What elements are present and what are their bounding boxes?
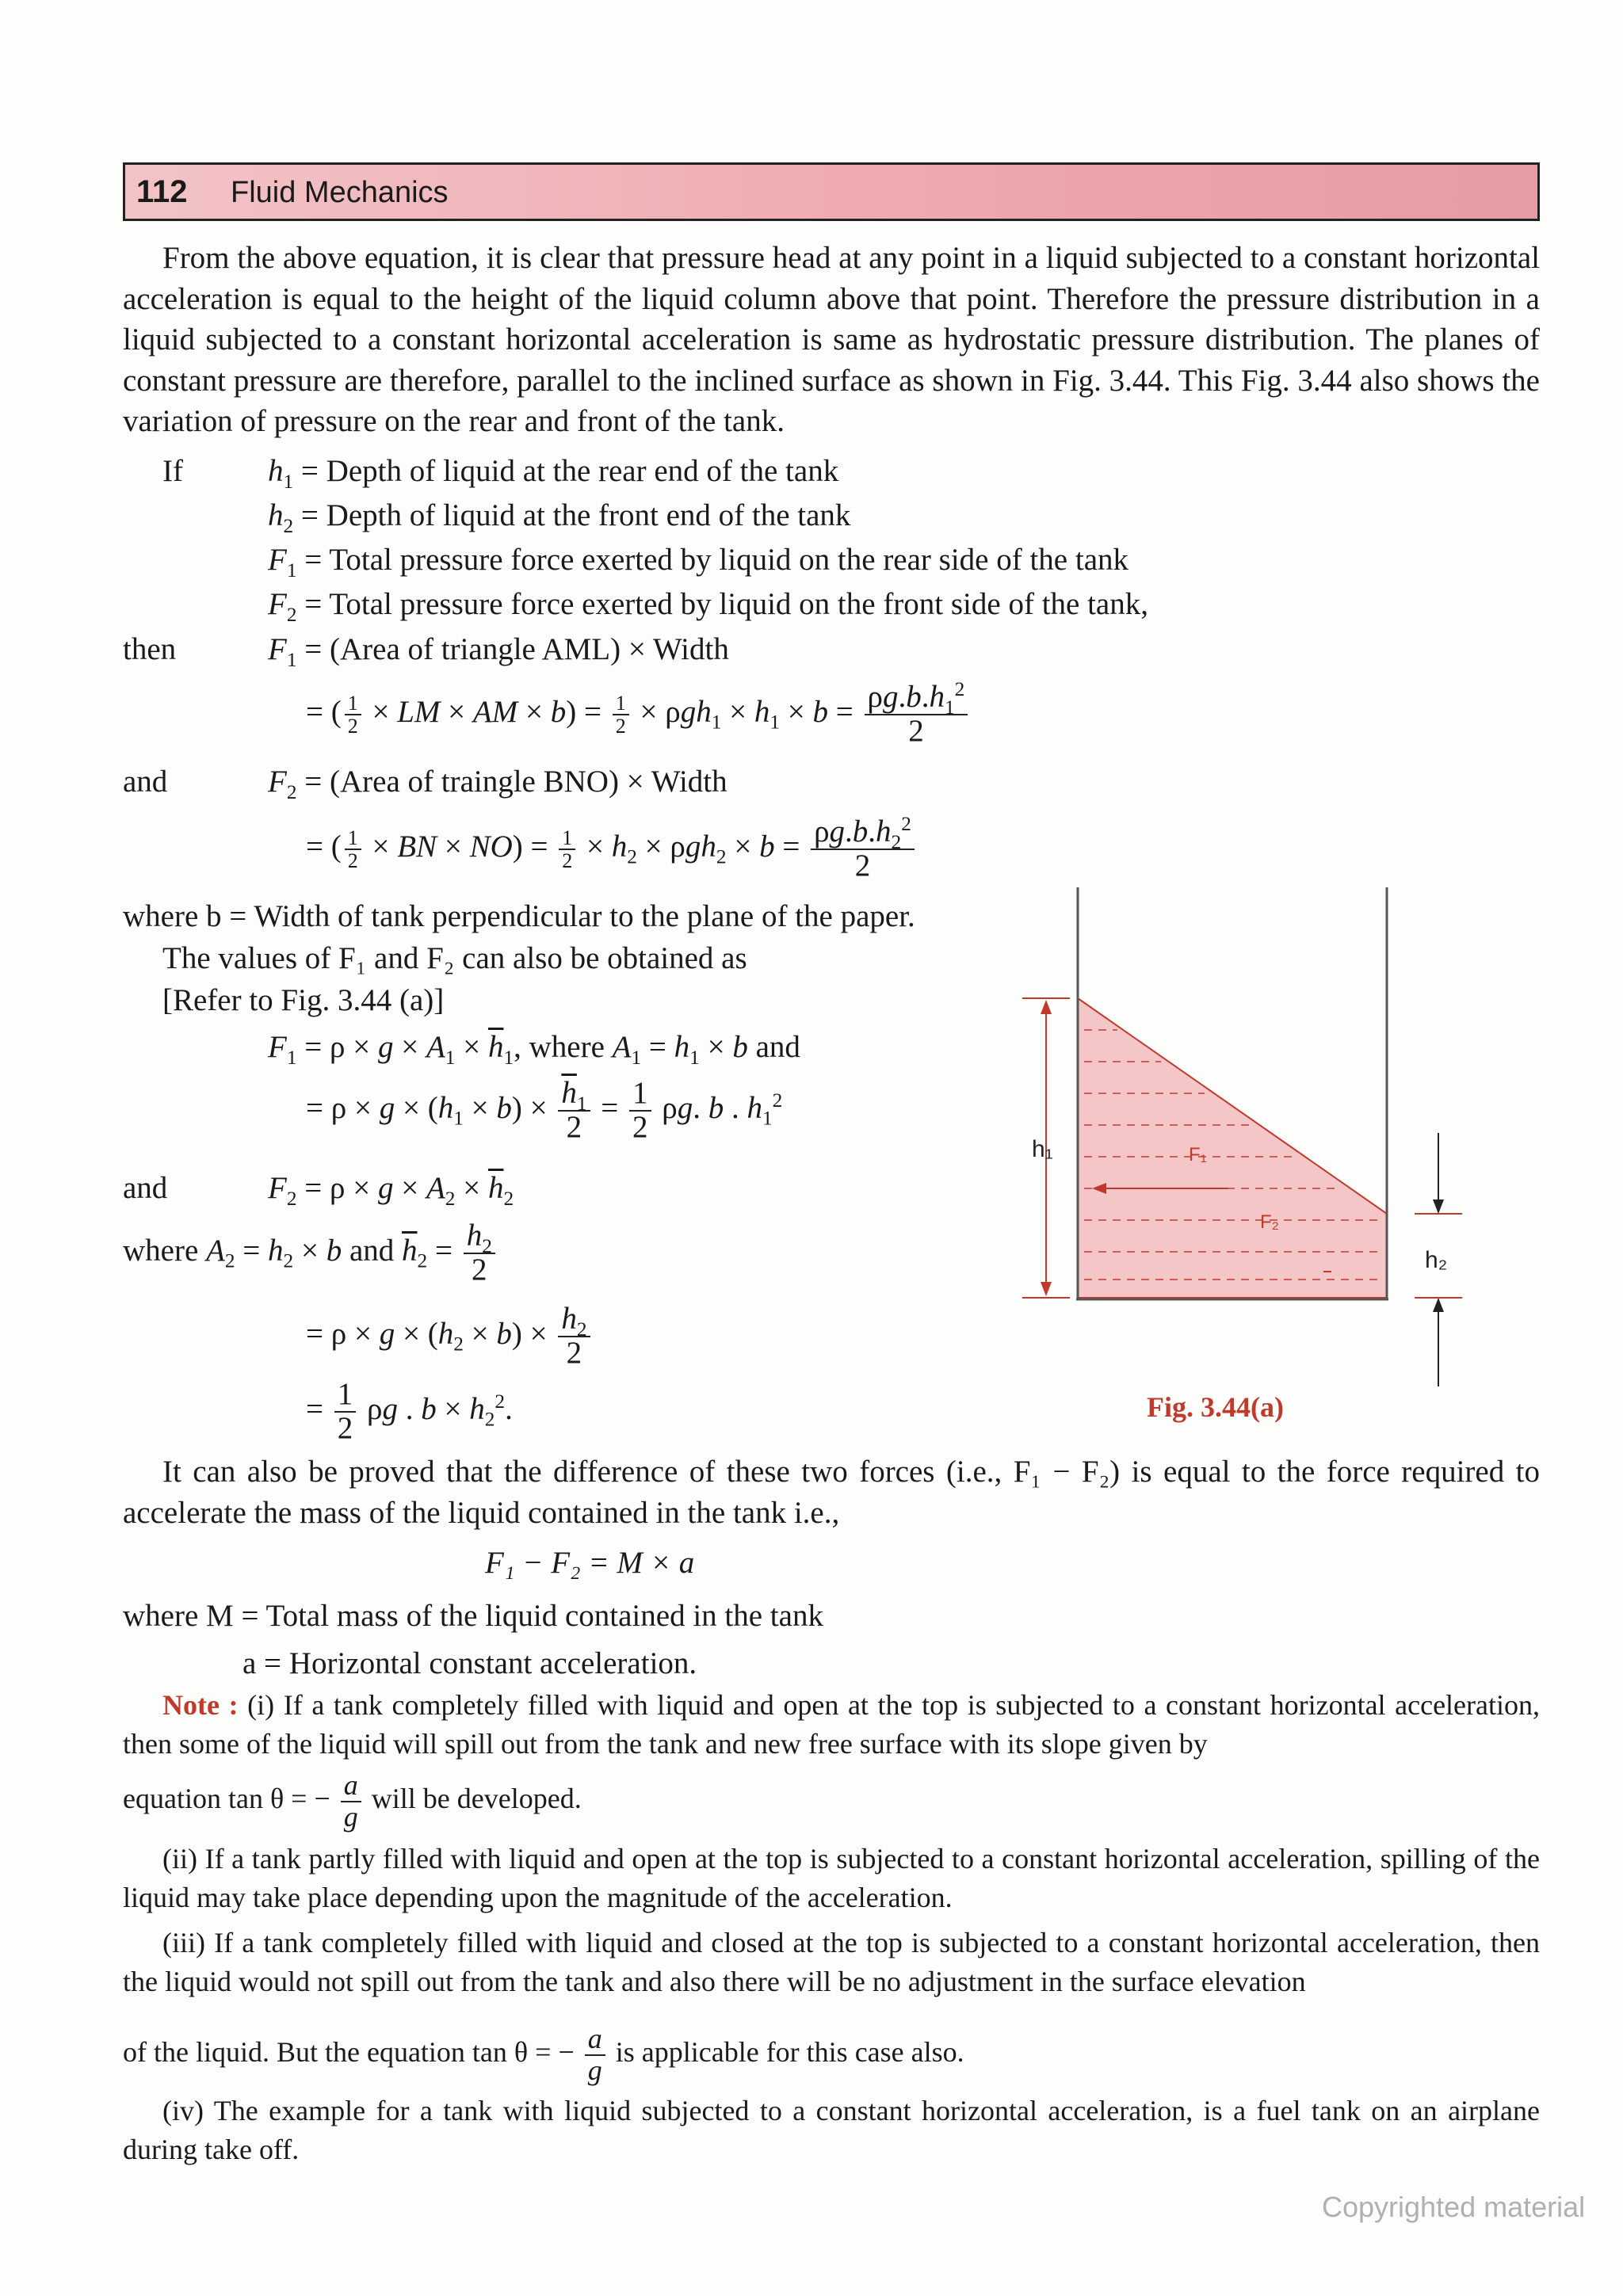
eq-F1-centroid: $F_1 = \rho \times g \times A_1 \times \overline{h}_1$, where $A_1 = h_1 \times b$ and <box>268 1030 800 1069</box>
where-word-1: where <box>123 899 199 933</box>
note-iii-equation: of the liquid. But the equation tan θ = − $\frac{a}{g}$ is applicable for this case also. <box>123 2023 964 2086</box>
difference-paragraph: It can also be proved that the difference of these two forces (i.e., F₁ − F₂) is equal to the force required to accelerate the mass of the liquid contained in the tank i.e., <box>123 1455 1540 1530</box>
eq-F2-centroid: $F_2 = \rho \times g \times A_2 \times \overline{h}_2$ <box>268 1171 514 1210</box>
def-F2-text: = Total pressure force exerted by liquid on the front side of the tank, <box>304 587 1148 621</box>
F2-label: F₂ <box>1260 1211 1279 1233</box>
h1-arrow-down <box>1041 1282 1052 1296</box>
note-i-equation: equation tan θ = − $\frac{a}{g}$ will be developed. <box>123 1769 582 1833</box>
refer-line: [Refer to Fig. 3.44 (a)] <box>162 983 445 1017</box>
note-i-text: (i) If a tank completely filled with liquid and open at the top is subjected to a constant horizontal acceleration, then some of the liquid will spill out from the tank and new free surface with its slope given by <box>123 1689 1541 1760</box>
book-title: Fluid Mechanics <box>231 176 449 209</box>
where-a-line: a = Horizontal constant acceleration. <box>242 1646 697 1680</box>
where-M-line <box>123 1596 823 1636</box>
page-header <box>123 162 1540 221</box>
eq-F1-derivation: = ( $\frac{1}{2}$ × LM × AM × b) = $\frac{1}{2}$ × $\rho gh_1 \times h_1 \times b$ = $\frac{\rho g.b.h_1^2}{2}$ <box>306 681 971 748</box>
where-M-text: M = Total mass of the liquid contained in the tank <box>206 1599 823 1633</box>
eq-F2-expanded: = $\rho \times g \times (h_2 \times b)$ × $\frac{h_2}{2}$ <box>306 1303 594 1370</box>
where-A2-line: where $A_2 = h_2 \times b$ and $\overline{h}_2$ = $\frac{h_2}{2}$ <box>123 1220 498 1287</box>
note-iii-eq-pre: of the liquid. But the equation tan θ = − <box>123 2036 575 2069</box>
note-i-eq-pre: equation tan θ = − <box>123 1783 330 1815</box>
eq-F2-area: $F_2$ = (Area of traingle BNO) × Width <box>268 765 727 803</box>
def-h1: $h_1$ = Depth of liquid at the rear end of the tank <box>268 454 839 493</box>
copyright-watermark: Copyrighted material <box>1322 2191 1586 2223</box>
where-word-2: where <box>123 1233 199 1268</box>
eq-F1-area: $F_1$ = (Area of triangle AML) × Width <box>268 632 729 671</box>
note-i-eq-post: will be developed. <box>371 1783 582 1815</box>
liquid-region <box>1078 998 1387 1298</box>
and-word-1: and <box>123 765 168 799</box>
and-word-2: and <box>123 1171 168 1205</box>
def-h2-text: = Depth of liquid at the front end of the tank <box>300 498 851 532</box>
note-iii-eq-post: is applicable for this case also. <box>615 2036 964 2069</box>
def-h2: $h_2$ = Depth of liquid at the front end of the tank <box>268 498 851 537</box>
then-word: then <box>123 632 177 666</box>
h1-label: h₁ <box>1032 1136 1053 1162</box>
intro-paragraph: From the above equation, it is clear that pressure head at any point in a liquid subjected to a constant horizontal acceleration is equal to the height of the liquid column above that point. Therefore the pressure distribution in a liquid subjected to a constant horizontal acceleration is same as hydrostatic pressure distribution. The planes of constant pressure are therefore, parallel to the inclined surface as shown in Fig. 3.44. This Fig. 3.44 also shows the variation of pressure on the rear and front of the tank. <box>123 241 1540 438</box>
h2-label: h₂ <box>1425 1247 1448 1273</box>
eq-force-difference: F₁ − F₂ = M × a <box>485 1546 695 1580</box>
where-b-text: b = Width of tank perpendicular to the plane of the paper. <box>206 899 915 933</box>
note-ii: (ii) If a tank partly filled with liquid and open at the top is subjected to a constant horizontal acceleration, spilling of the liquid may take place depending upon the magnitude of the acceleration. <box>123 1843 1540 1913</box>
figure-caption: Fig. 3.44(a) <box>1147 1391 1284 1423</box>
F1-label: F₁ <box>1189 1144 1207 1165</box>
eq-F2-final: = $\frac{1}{2}$ ρg . $b \times h_2^2$. <box>306 1377 513 1445</box>
h2-arrow-down <box>1433 1199 1444 1214</box>
if-word: If <box>162 454 183 488</box>
eq-F2-derivation: = ( $\frac{1}{2}$ × BN × NO) = $\frac{1}{2}$ × $h_2 \times \rho gh_2 \times b$ = $\frac{\rho g.b.h_2^2}{2}$ <box>306 816 918 883</box>
eq-F1-area-text: = (Area of triangle AML) × Width <box>304 632 729 666</box>
values-line: The values of F₁ and F₂ can also be obtained as <box>162 941 747 975</box>
h2-arrow-up <box>1433 1298 1444 1312</box>
note-label: Note : <box>162 1689 239 1721</box>
eq-F2-area-text: = (Area of traingle BNO) × Width <box>304 765 727 799</box>
note-iv: (iv) The example for a tank with liquid subjected to a constant horizontal acceleration, is a fuel tank on an airplane during take off. <box>123 2095 1540 2165</box>
eq-F1-expanded: = $\rho \times g \times (h_1 \times b)$ × $\frac{\overline{h}_1}{2}$ = $\frac{1}{2}$ ρg. b . $h_1^2$ <box>306 1076 783 1144</box>
tank-figure <box>991 871 1466 1394</box>
page-number: 112 <box>136 174 188 209</box>
note-i <box>123 1686 1540 1764</box>
def-F1: $F_1$ = Total pressure force exerted by liquid on the rear side of the tank <box>268 543 1129 582</box>
def-F1-text: = Total pressure force exerted by liquid on the rear side of the tank <box>304 543 1129 577</box>
h1-arrow-up <box>1041 1000 1052 1014</box>
def-h1-text: = Depth of liquid at the rear end of the tank <box>300 454 839 488</box>
where-word-3: where <box>123 1599 199 1633</box>
note-iii: (iii) If a tank completely filled with liquid and closed at the top is subjected to a constant horizontal acceleration, then the liquid would not spill out from the tank and also there will be no adjustment in the surface elevation <box>123 1927 1540 1997</box>
def-F2: $F_2$ = Total pressure force exerted by liquid on the front side of the tank, <box>268 587 1148 626</box>
where-b-line <box>123 897 915 936</box>
